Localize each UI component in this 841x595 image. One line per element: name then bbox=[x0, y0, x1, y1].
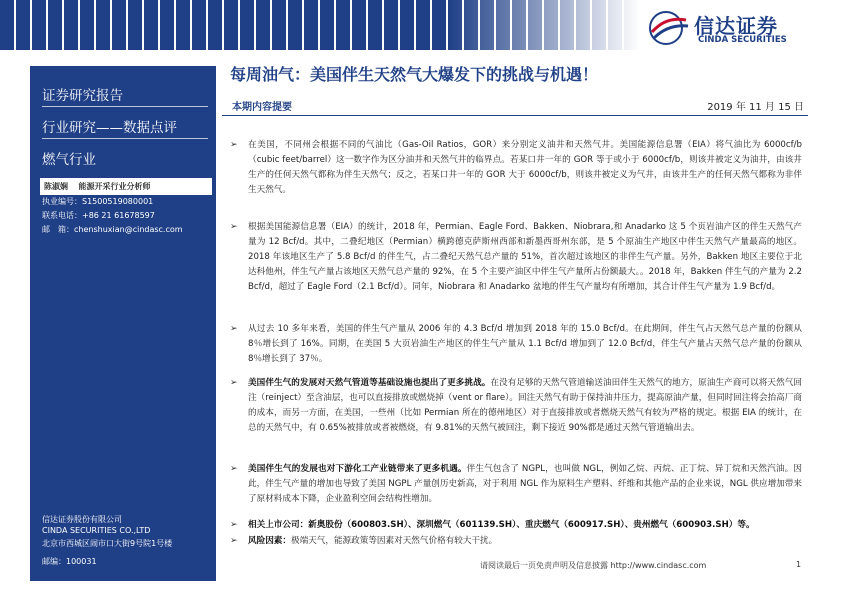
sidebar-divider bbox=[42, 106, 208, 107]
arrow-bullet-icon: ➢ bbox=[230, 378, 238, 388]
bullet-item: ➢ 风险因素：极端天气，能源政策等因素对天然气价格有较大干扰。 bbox=[230, 534, 802, 549]
company-address: 北京市西城区闹市口大街9号院1号楼 bbox=[42, 539, 173, 548]
company-name-cn: 信达证券股份有限公司 bbox=[42, 515, 122, 524]
arrow-bullet-icon: ➢ bbox=[230, 464, 238, 474]
cinda-logo-icon bbox=[648, 10, 690, 46]
company-name-en: CINDA SECURITIES CO.,LTD bbox=[42, 526, 151, 535]
logo-text-cn: 信达证券 bbox=[694, 14, 778, 38]
header-band bbox=[0, 0, 841, 50]
report-date: 2019 年 11 月 15 日 bbox=[707, 102, 804, 113]
company-logo bbox=[648, 8, 834, 48]
author-box bbox=[40, 178, 212, 195]
sidebar bbox=[30, 66, 216, 581]
section-label: 本期内容提要 bbox=[232, 102, 292, 113]
logo-text-en: CINDA SECURITIES bbox=[698, 35, 787, 45]
arrow-bullet-icon: ➢ bbox=[230, 536, 238, 546]
author-license: 执业编号：S1500519080001 bbox=[42, 197, 154, 206]
company-postcode: 邮编：100031 bbox=[42, 557, 97, 566]
report-title: 每周油气：美国伴生天然气大爆发下的挑战与机遇！ bbox=[230, 65, 599, 84]
sidebar-divider bbox=[42, 138, 208, 139]
arrow-bullet-icon: ➢ bbox=[230, 324, 238, 334]
section-header bbox=[222, 96, 808, 114]
bullet-item: ➢ 美国伴生气的发展也对下游化工产业链带来了更多机遇。伴生气包含了 NGPL，也叫做 NGL，例如乙烷、丙烷、正丁烷、异丁烷和天然汽油。因此，伴生气产量的增加也导致了美国 NGPL 产量创历史新高，对于利用 NGL 作为原料生产塑料、纤维和其他产品的企业来说，NGL 供应增加带来了原材料成本下降，企业盈利空间会结构性增加。 bbox=[230, 464, 802, 504]
bullet-item: ➢ 在美国，不同州会根据不同的气油比（Gas-Oil Ratios，GOR）来分别定义油井和天然气井。美国能源信息署（EIA）将气油比为 6000cf/b（cubic feet/barrel）这一数字作为区分油井和天然气井的临界点。若某口井一年的 GOR 等于或小于 6000cf/b，则该井被定义为油井，由该井生产的任何天然气都称为伴生天然气；反之，若某口井一年的 GOR 大于 6000cf/b，则该井被定义为气井，由该井生产的任何天然气都称为非伴生天然气。 bbox=[230, 140, 802, 195]
author-name: 陈淑娴 bbox=[44, 182, 68, 191]
footer-disclaimer: 请阅读最后一页免责声明及信息披露 http://www.cindasc.com bbox=[480, 561, 707, 570]
author-email: 邮 箱：chenshuxian@cindasc.com bbox=[42, 225, 183, 234]
bullet-item: ➢ 从过去 10 多年来看，美国的伴生气产量从 2006 年的 4.3 Bcf/d 增加到 2018 年的 15.0 Bcf/d。在此期间，伴生气占天然气总产量的份额从 8％增长到了 16%。同期，在美国 5 大页岩油生产地区的伴生气产量从 1.1 Bcf/d 增加到了 12.0 Bcf/d，伴生气产量占天然气总产量的份额从 8％增长到了 37％。 bbox=[230, 324, 802, 364]
bullet-item: ➢ 相关上市公司：新奥股份（600803.SH）、深圳燃气（601139.SH）、重庆燃气（600917.SH）、贵州燃气（600903.SH）等。 bbox=[230, 518, 802, 533]
arrow-bullet-icon: ➢ bbox=[230, 140, 238, 150]
author-phone: 联系电话：+86 21 61678597 bbox=[42, 211, 155, 220]
sidebar-report-type: 证券研究报告 bbox=[42, 88, 123, 104]
sidebar-research-type: 行业研究——数据点评 bbox=[42, 120, 177, 136]
page-number: 1 bbox=[796, 560, 802, 569]
bullet-item: ➢ 根据美国能源信息署（EIA）的统计，2018 年，Permian、Eagle Ford、Bakken、Niobrara,和 Anadarko 这 5 个页岩油产区的伴生天然气产量为 12 Bcf/d。其中，二叠纪地区（Permian）横跨德克萨斯州西部和新墨西哥州东部，是 5 个原油生产地区中伴生天然气产量最高的地区。2018 年该地区生产了 5.8 Bcf/d 的伴生气，占二叠纪天然气总产量的 51%，首次超过该地区的非伴生气产量。另外，Bakken 地区主要位于北达科他州，伴生气产量占该地区天然气总产量的 92%，在 5 个主要产油区中伴生气产量所占份额最大。。2018 年，Bakken 伴生气的产量为 2.2 Bcf/d，超过了 Eagle Ford（2.1 Bcf/d）。同年，Niobrara 和 Anadarko 盆地的伴生气产量均有所增加，其合计伴生气产量为 1.9 Bcf/d。 bbox=[230, 222, 802, 292]
sidebar-industry: 燃气行业 bbox=[42, 152, 96, 168]
header-stripes bbox=[0, 0, 640, 50]
bullet-item: ➢ 美国伴生气的发展对天然气管道等基础设施也提出了更多挑战。在没有足够的天然气管道输送油田伴生天然气的地方，原油生产商可以将天然气回注（reinject）至含油层，也可以直接排放或燃烧掉（vent or flare）。回注天然气有助于保持油井压力，提高原油产量，但同时回注将会抬高厂商的成本，而另一方面，在美国，一些州（比如 Permian 所在的德州地区）对于直接排放或者燃烧天然气有较为严格的规定。根据 EIA 的统计，在总的天然气中，有 0.65%被排放或者被燃烧，有 9.81%的天然气被回注，剩下接近 90%都是通过天然气管道输出去。 bbox=[230, 378, 802, 433]
arrow-bullet-icon: ➢ bbox=[230, 222, 238, 232]
arrow-bullet-icon: ➢ bbox=[230, 520, 238, 530]
author-role: 能源开采行业分析师 bbox=[78, 182, 151, 191]
section-divider bbox=[222, 115, 808, 116]
